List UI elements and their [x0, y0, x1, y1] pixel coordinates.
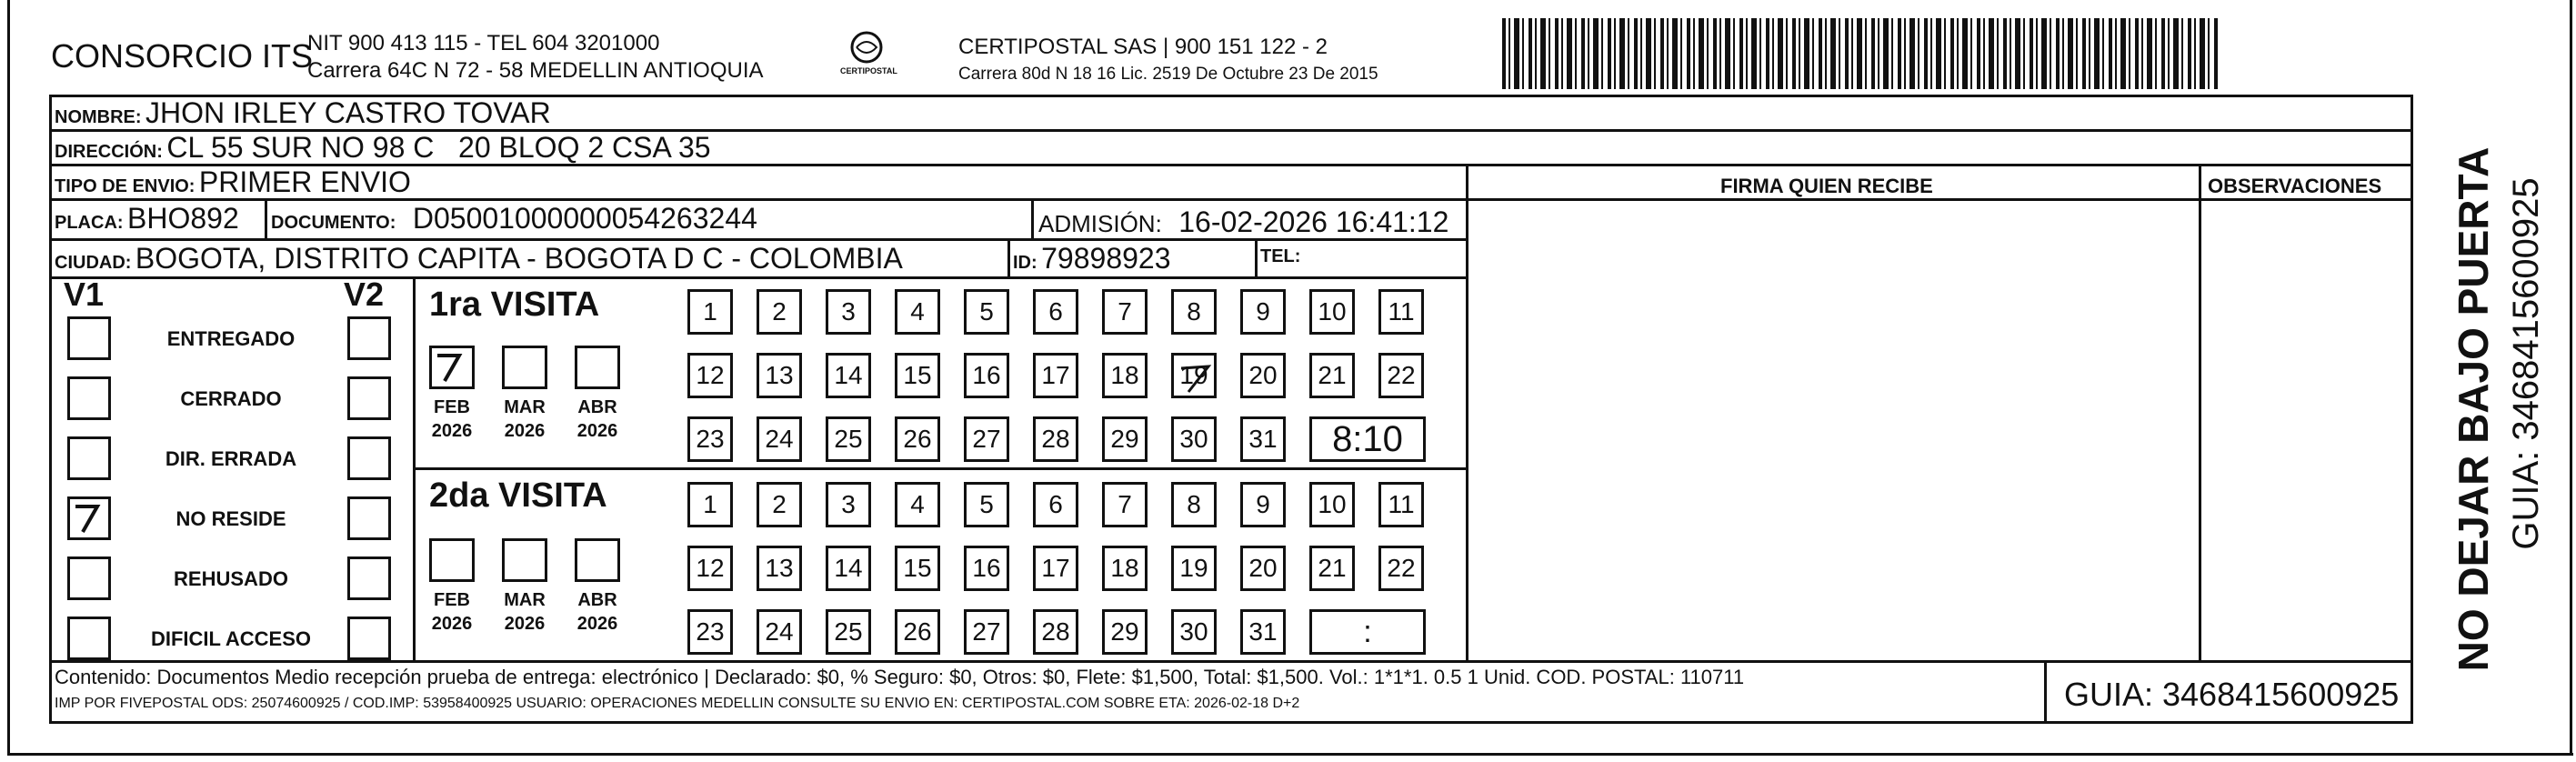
documento-row [271, 204, 757, 233]
day-box[interactable]: 13 [757, 353, 802, 398]
day-box[interactable]: 5 [964, 482, 1009, 527]
v2-header: V2 [344, 276, 385, 313]
day-box[interactable]: 26 [895, 609, 940, 655]
day-box[interactable]: 24 [757, 609, 802, 655]
bottom-border [7, 753, 2573, 756]
rule [413, 276, 416, 662]
day-box[interactable]: 29 [1102, 416, 1148, 462]
day-box[interactable]: 4 [895, 289, 940, 335]
day-box[interactable]: 2 [757, 289, 802, 335]
day-box[interactable]: 19 [1171, 353, 1217, 398]
v1-checkbox[interactable] [67, 436, 111, 480]
day-box[interactable]: 21 [1309, 353, 1355, 398]
tipo-value: PRIMER ENVIO [198, 165, 411, 198]
day-box[interactable]: 31 [1240, 416, 1286, 462]
day-box[interactable]: 6 [1033, 289, 1078, 335]
visit-1-title: 1ra VISITA [429, 286, 600, 324]
rule [1007, 238, 1010, 278]
month-year: 2026 [431, 614, 473, 634]
month-year: 2026 [431, 421, 473, 441]
day-box[interactable]: 19 [1171, 546, 1217, 591]
day-box[interactable]: 2 [757, 482, 802, 527]
v1-checkbox[interactable] [67, 556, 111, 600]
day-box[interactable]: 23 [687, 609, 733, 655]
time-box[interactable]: : [1309, 609, 1426, 655]
id-row [1013, 244, 1171, 273]
v1-header: V1 [64, 276, 105, 313]
day-box[interactable]: 1 [687, 482, 733, 527]
day-box[interactable]: 25 [826, 609, 871, 655]
tipo-row [55, 167, 411, 196]
day-box[interactable]: 16 [964, 546, 1009, 591]
day-box[interactable]: 11 [1378, 289, 1424, 335]
id-label: ID: [1013, 253, 1037, 273]
day-box[interactable]: 8 [1171, 482, 1217, 527]
footer-contenido: Contenido: Documentos Medio recepción prueba de entrega: electrónico | Declarado: $0, % Seguro: $0, Otros: $0, Flete: $1,500, Total: $1,500. Vol.: 1*1*1. 0.5 1 Unid. COD. POSTAL: 110711 [55, 666, 1745, 688]
day-box[interactable]: 30 [1171, 416, 1217, 462]
v1-checkbox[interactable] [67, 617, 111, 660]
day-box[interactable]: 29 [1102, 609, 1148, 655]
right-border [2570, 0, 2572, 755]
v1-checkbox[interactable] [67, 316, 111, 360]
tipo-label: TIPO DE ENVIO: [55, 176, 195, 196]
no-dejar-bajo-puerta: NO DEJAR BAJO PUERTA [2450, 146, 2497, 672]
day-box[interactable]: 22 [1378, 353, 1424, 398]
day-box[interactable]: 18 [1102, 353, 1148, 398]
status-label: CERRADO [180, 387, 282, 410]
day-box[interactable]: 18 [1102, 546, 1148, 591]
rule [49, 198, 2413, 201]
month-label: FEB [434, 590, 470, 610]
month-checkbox[interactable] [575, 538, 620, 582]
left-border [7, 0, 10, 755]
certipostal-address: Carrera 80d N 18 16 Lic. 2519 De Octubre 23 De 2015 [958, 65, 1378, 84]
status-label: ENTREGADO [166, 327, 296, 350]
ciudad-row [55, 244, 903, 273]
placa-value: BHO892 [127, 202, 239, 235]
placa-row [55, 204, 239, 233]
placa-label: PLACA: [55, 213, 124, 233]
admision-value: 16-02-2026 16:41:12 [1178, 206, 1449, 238]
day-box[interactable]: 22 [1378, 546, 1424, 591]
day-box[interactable]: 20 [1240, 546, 1286, 591]
v2-checkbox[interactable] [347, 617, 391, 660]
month-label: MAR [504, 590, 546, 610]
day-box[interactable]: 24 [757, 416, 802, 462]
v2-checkbox[interactable] [347, 496, 391, 540]
day-box[interactable]: 25 [826, 416, 871, 462]
day-box[interactable]: 9 [1240, 289, 1286, 335]
ciudad-label: CIUDAD: [55, 253, 132, 273]
company-address: Carrera 64C N 72 - 58 MEDELLIN ANTIOQUIA [307, 58, 764, 83]
nombre-label: NOMBRE: [55, 107, 142, 127]
day-box[interactable]: 3 [826, 482, 871, 527]
rule [1255, 238, 1258, 278]
tel-label: TEL: [1260, 246, 1301, 266]
day-box[interactable]: 10 [1309, 482, 1355, 527]
rule [1031, 198, 1034, 240]
v2-checkbox[interactable] [347, 376, 391, 420]
day-box[interactable]: 30 [1171, 609, 1217, 655]
time-box[interactable]: 8:10 [1309, 416, 1426, 462]
company-name: CONSORCIO ITS [51, 37, 314, 75]
status-label: REHUSADO [174, 567, 288, 590]
firma-header: FIRMA QUIEN RECIBE [1720, 175, 1933, 197]
observaciones-header: OBSERVACIONES [2208, 175, 2382, 197]
status-label: DIFICIL ACCESO [150, 627, 311, 650]
month-label: ABR [577, 397, 617, 417]
month-year: 2026 [504, 421, 546, 441]
tel-row [1260, 247, 1300, 266]
month-label: MAR [504, 397, 546, 417]
status-label: DIR. ERRADA [165, 447, 297, 470]
day-box[interactable]: 27 [964, 416, 1009, 462]
month-checkbox[interactable] [429, 538, 475, 582]
day-box[interactable]: 28 [1033, 609, 1078, 655]
rule [2044, 660, 2047, 724]
day-box[interactable]: 17 [1033, 353, 1078, 398]
documento-label: DOCUMENTO: [271, 213, 396, 233]
day-box[interactable]: 15 [895, 353, 940, 398]
day-box[interactable]: 15 [895, 546, 940, 591]
day-box[interactable]: 10 [1309, 289, 1355, 335]
day-box[interactable]: 4 [895, 482, 940, 527]
visit-2-title: 2da VISITA [429, 476, 607, 515]
day-box[interactable]: 7 [1102, 482, 1148, 527]
documento-value: D05001000000054263244 [412, 202, 757, 235]
footer-guia: GUIA: 3468415600925 [2064, 676, 2400, 713]
day-box[interactable]: 14 [826, 353, 871, 398]
direccion-row [55, 133, 711, 162]
nombre-value: JHON IRLEY CASTRO TOVAR [145, 96, 551, 129]
barcode [1502, 18, 2220, 89]
day-box[interactable]: 14 [826, 546, 871, 591]
rule [49, 660, 2413, 663]
v1-checkbox[interactable] [67, 376, 111, 420]
direccion-label: DIRECCIÓN: [55, 142, 163, 162]
day-box[interactable]: 16 [964, 353, 1009, 398]
rule [1466, 164, 1468, 662]
id-value: 79898923 [1041, 242, 1171, 275]
day-box[interactable]: 8 [1171, 289, 1217, 335]
side-guia: GUIA: 3468415600925 [2506, 177, 2546, 550]
month-year: 2026 [576, 614, 618, 634]
direccion-value: CL 55 SUR NO 98 C 20 BLOQ 2 CSA 35 [166, 131, 711, 164]
month-year: 2026 [504, 614, 546, 634]
day-box[interactable]: 13 [757, 546, 802, 591]
certipostal-logo [835, 27, 898, 85]
day-box[interactable]: 21 [1309, 546, 1355, 591]
v2-checkbox[interactable] [347, 556, 391, 600]
month-checkbox[interactable] [502, 538, 547, 582]
day-box[interactable]: 17 [1033, 546, 1078, 591]
v2-checkbox[interactable] [347, 316, 391, 360]
day-box[interactable]: 7 [1102, 289, 1148, 335]
rule [2199, 164, 2201, 662]
day-box[interactable]: 6 [1033, 482, 1078, 527]
v1-checkbox[interactable] [67, 496, 111, 540]
status-label: NO RESIDE [175, 507, 286, 530]
company-nit: NIT 900 413 115 - TEL 604 3201000 [307, 31, 660, 55]
month-label: ABR [577, 590, 617, 610]
day-box[interactable]: 11 [1378, 482, 1424, 527]
day-box[interactable]: 26 [895, 416, 940, 462]
month-checkbox[interactable] [429, 346, 475, 389]
rule [265, 198, 267, 240]
day-box[interactable]: 12 [687, 353, 733, 398]
month-year: 2026 [576, 421, 618, 441]
day-box[interactable]: 28 [1033, 416, 1078, 462]
footer-imp: IMP POR FIVEPOSTAL ODS: 25074600925 / COD.IMP: 53958400925 USUARIO: OPERACIONES MEDELLIN CONSULTE SU ENVIO EN: CERTIPOSTAL.COM SOBRE ETA: 2026-02-18 D+2 [55, 696, 1300, 711]
ciudad-value: BOGOTA, DISTRITO CAPITA - BOGOTA D C - COLOMBIA [135, 242, 903, 275]
certipostal-name: CERTIPOSTAL SAS | 900 151 122 - 2 [958, 35, 1328, 59]
day-box[interactable]: 9 [1240, 482, 1286, 527]
day-box[interactable]: 31 [1240, 609, 1286, 655]
nombre-row [55, 98, 551, 127]
v2-checkbox[interactable] [347, 436, 391, 480]
day-box[interactable]: 27 [964, 609, 1009, 655]
day-box[interactable]: 1 [687, 289, 733, 335]
month-label: FEB [434, 397, 470, 417]
day-box[interactable]: 3 [826, 289, 871, 335]
admision-row [1038, 207, 1448, 236]
logo-caption: CERTIPOSTAL [840, 66, 897, 75]
month-checkbox[interactable] [502, 346, 547, 389]
month-checkbox[interactable] [575, 346, 620, 389]
rule [413, 467, 1468, 470]
day-box[interactable]: 12 [687, 546, 733, 591]
day-box[interactable]: 23 [687, 416, 733, 462]
day-box[interactable]: 5 [964, 289, 1009, 335]
day-box[interactable]: 20 [1240, 353, 1286, 398]
admision-label: ADMISIÓN: [1038, 210, 1162, 237]
